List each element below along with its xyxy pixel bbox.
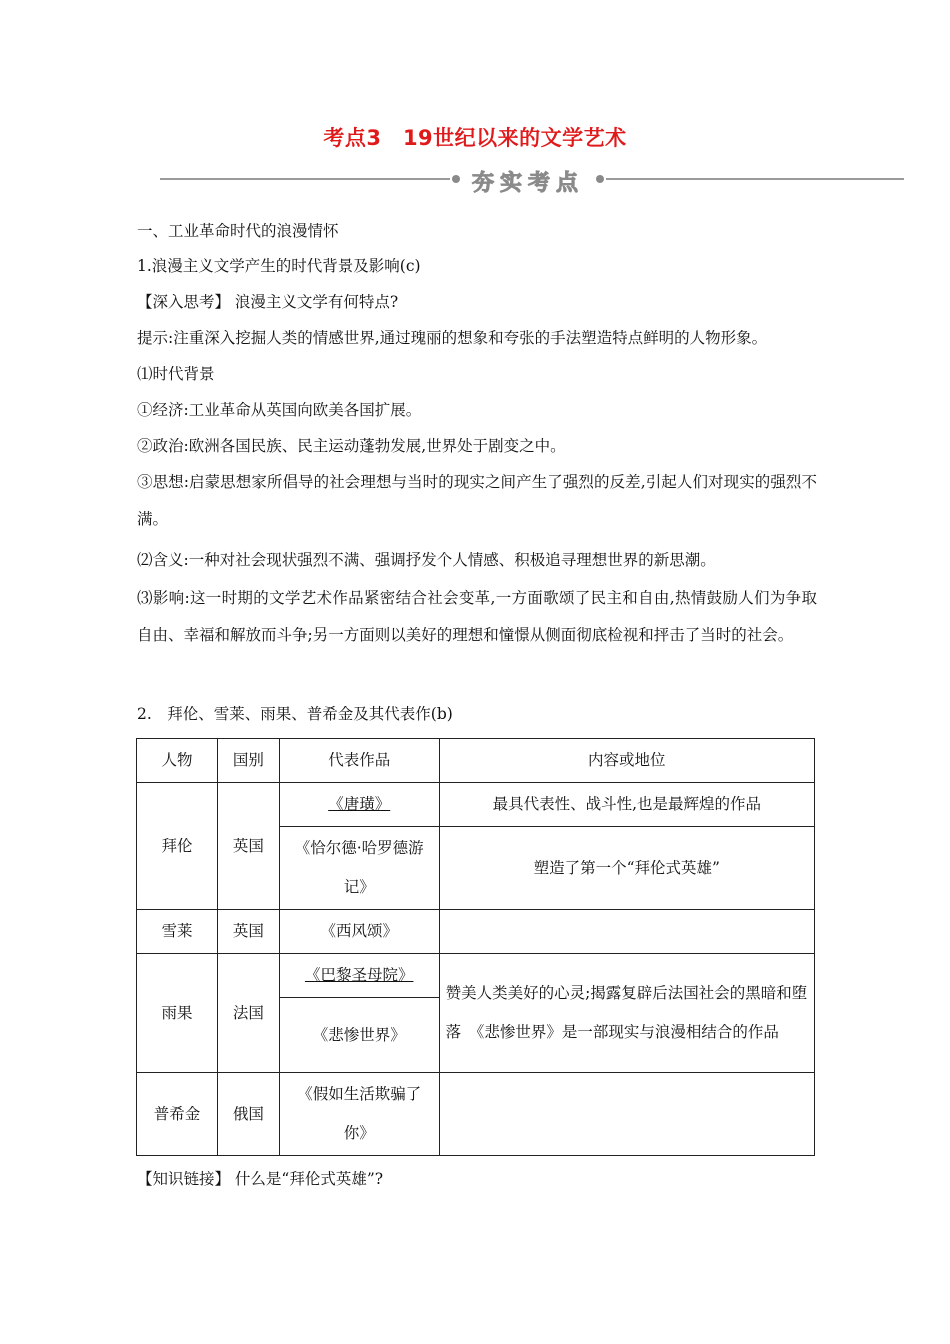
cell-work-hugo-2: 《悲惨世界》 [279, 998, 439, 1073]
section-divider [160, 166, 904, 196]
subsection-heading-2: 2. 拜伦、雪莱、雨果、普希金及其代表作(b) [137, 705, 453, 723]
cell-country-byron: 英国 [217, 783, 279, 910]
authors-table [136, 738, 815, 1156]
economy-point: ①经济:工业革命从英国向欧美各国扩展。 [137, 401, 422, 419]
table-row [137, 1073, 815, 1156]
header-work: 代表作品 [279, 739, 439, 783]
cell-work-pushkin: 《假如生活欺骗了你》 [279, 1073, 439, 1156]
divider-dot-left [452, 175, 460, 183]
cell-content-shelley [439, 910, 814, 954]
header-content: 内容或地位 [439, 739, 814, 783]
table-header-row [137, 739, 815, 783]
divider-dot-right [596, 175, 604, 183]
section-heading: 一、工业革命时代的浪漫情怀 [137, 222, 339, 240]
header-country: 国别 [217, 739, 279, 783]
table-row [137, 910, 815, 954]
page-title: 考点3 19世纪以来的文学艺术 [323, 126, 627, 150]
cell-person-shelley: 雪莱 [137, 910, 218, 954]
work-title-underlined: 《巴黎圣母院》 [304, 966, 414, 984]
cell-content-pushkin [439, 1073, 814, 1156]
cell-work-shelley: 《西风颂》 [279, 910, 439, 954]
header-person: 人物 [137, 739, 218, 783]
cell-person-hugo: 雨果 [137, 954, 218, 1073]
influence-paragraph: ⑶影响:这一时期的文学艺术作品紧密结合社会变革,一方面歌颂了民主和自由,热情鼓励人们为争取自由、幸福和解放而斗争;另一方面则以美好的理想和憧憬从侧面彻底检视和抨击了当时的社会。 [137, 589, 817, 644]
cell-country-shelley: 英国 [217, 910, 279, 954]
hint-text: 提示:注重深入挖掘人类的情感世界,通过瑰丽的想象和夸张的手法塑造特点鲜明的人物形象。 [137, 329, 768, 347]
work-title-underlined: 《唐璜》 [328, 795, 391, 813]
cell-content-byron-1: 最具代表性、战斗性,也是最辉煌的作品 [439, 783, 814, 827]
divider-line-right [606, 178, 904, 180]
cell-work-byron-1 [279, 783, 439, 827]
cell-work-hugo-1 [279, 954, 439, 998]
cell-country-hugo: 法国 [217, 954, 279, 1073]
table-row [137, 783, 815, 827]
table-row [137, 954, 815, 998]
meaning-paragraph: ⑵含义:一种对社会现状强烈不满、强调抒发个人情感、积极追寻理想世界的新思潮。 [137, 551, 716, 569]
think-question: 【深入思考】 浪漫主义文学有何特点? [137, 293, 399, 311]
section-banner: 夯实考点 [471, 171, 584, 196]
thought-point: ③思想:启蒙思想家所倡导的社会理想与当时的现实之间产生了强烈的反差,引起人们对现实的强烈不满。 [137, 473, 817, 528]
cell-work-byron-2: 《恰尔德·哈罗德游记》 [279, 827, 439, 910]
politics-point: ②政治:欧洲各国民族、民主运动蓬勃发展,世界处于剧变之中。 [137, 437, 566, 455]
cell-person-pushkin: 普希金 [137, 1073, 218, 1156]
cell-country-pushkin: 俄国 [217, 1073, 279, 1156]
background-heading: ⑴时代背景 [137, 365, 215, 383]
subsection-heading: 1.浪漫主义文学产生的时代背景及影响(c) [137, 257, 421, 275]
knowledge-link: 【知识链接】 什么是“拜伦式英雄”? [137, 1170, 384, 1188]
cell-content-byron-2: 塑造了第一个“拜伦式英雄” [439, 827, 814, 910]
cell-content-hugo: 赞美人类美好的心灵;揭露复辟后法国社会的黑暗和堕落 《悲惨世界》是一部现实与浪漫相结合的作品 [439, 954, 814, 1073]
cell-person-byron: 拜伦 [137, 783, 218, 910]
divider-line-left [160, 178, 450, 180]
